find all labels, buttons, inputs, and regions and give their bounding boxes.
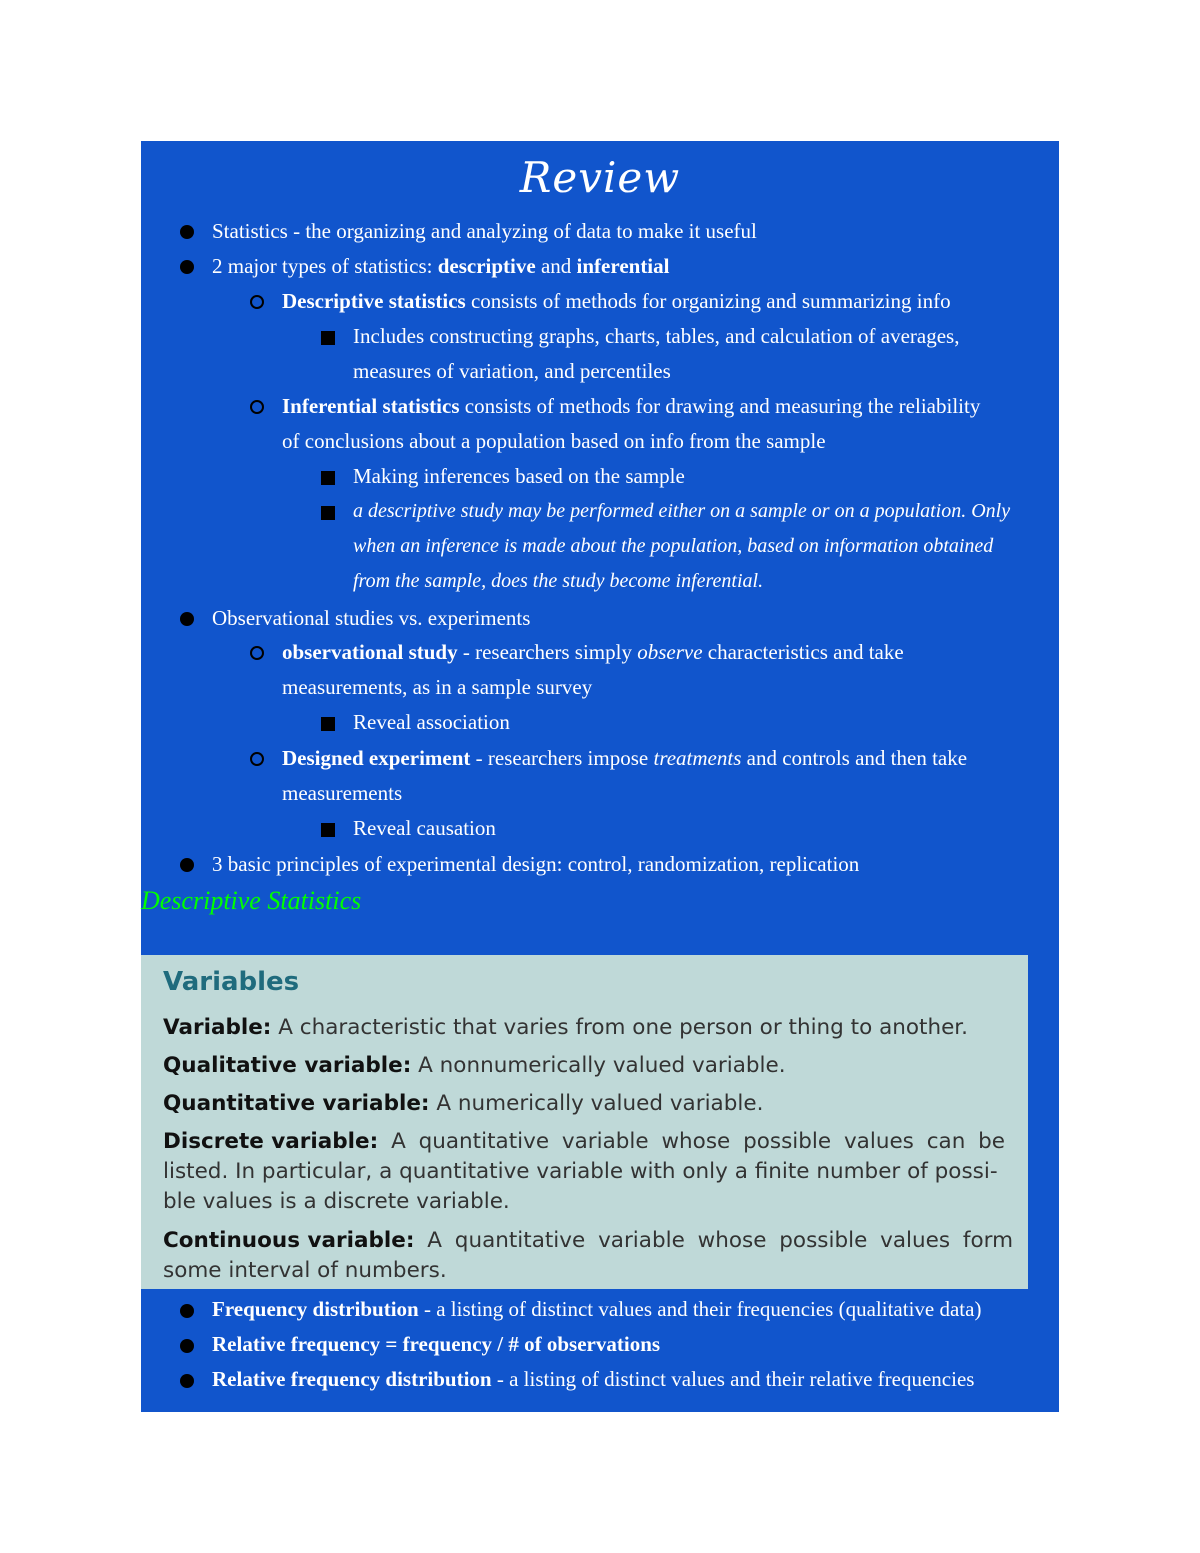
sub-sub-bullet-note-line1: a descriptive study may be performed either on a sample or on a population. Only xyxy=(353,500,1011,522)
bullet-principles: 3 basic principles of experimental design: control, randomization, replication xyxy=(212,852,860,876)
bullet-circle-icon xyxy=(250,400,264,414)
sub-bullet-designed-experiment xyxy=(282,741,967,776)
bullet-dot-icon xyxy=(180,260,194,274)
bullet-frequency-distribution xyxy=(212,1292,981,1327)
bullet-square-icon xyxy=(321,471,335,485)
bullet-square-icon xyxy=(321,331,335,345)
definition-quantitative xyxy=(163,1089,1013,1119)
sub-sub-bullet-association: Reveal association xyxy=(353,710,510,734)
definition: A nonnumerically valued variable. xyxy=(411,1053,786,1078)
bullet-statistics: Statistics - the organizing and analyzing of data to make it useful xyxy=(212,219,757,243)
bullet-circle-icon xyxy=(250,646,264,660)
document-page xyxy=(141,141,1059,1412)
text: - a listing of distinct values and their relative frequencies xyxy=(491,1367,975,1391)
sub-sub-bullet-includes: Includes constructing graphs, charts, tables, and calculation of averages, xyxy=(353,324,960,348)
sub-sub-bullet-includes-cont: measures of variation, and percentiles xyxy=(353,359,671,383)
bullet-square-icon xyxy=(321,717,335,731)
definition: A quantitative variable whose possible values form xyxy=(414,1228,1014,1253)
bullet-relative-frequency: Relative frequency = frequency / # of observations xyxy=(212,1332,661,1356)
definition-discrete xyxy=(163,1127,1013,1157)
text: consists of methods for organizing and summarizing info xyxy=(465,289,951,313)
text: - researchers simply xyxy=(457,640,638,664)
variables-box xyxy=(141,955,1028,1289)
bullet-dot-icon xyxy=(180,1339,194,1353)
definition: A characteristic that varies from one person or thing to another. xyxy=(271,1015,969,1040)
term: Quantitative variable: xyxy=(163,1091,430,1116)
text: 2 major types of statistics: xyxy=(212,254,438,278)
sub-bullet-inferential xyxy=(282,389,980,424)
term: Variable: xyxy=(163,1015,272,1040)
variables-title: Variables xyxy=(163,967,300,997)
definition-discrete-line2: listed. In particular, a quantitative variable with only a finite number of possi- xyxy=(163,1159,998,1184)
term: Discrete variable: xyxy=(163,1129,379,1154)
bullet-square-icon xyxy=(321,506,335,520)
text: consists of methods for drawing and measuring the reliability xyxy=(459,394,981,418)
text-bold: Designed experiment xyxy=(282,746,471,770)
text-bold: observational study xyxy=(282,640,458,664)
page-title: Review xyxy=(519,153,681,202)
text-bold: descriptive xyxy=(437,254,536,278)
bullet-major-types xyxy=(212,249,669,284)
text-bold: Relative frequency distribution xyxy=(212,1367,492,1391)
sub-bullet-designed-cont: measurements xyxy=(282,781,403,805)
definition-discrete-line3: ble values is a discrete variable. xyxy=(163,1189,510,1214)
sub-sub-bullet-causation: Reveal causation xyxy=(353,816,496,840)
text-bold: Frequency distribution xyxy=(212,1297,419,1321)
text-bold: Descriptive statistics xyxy=(282,289,466,313)
bullet-dot-icon xyxy=(180,1304,194,1318)
bullet-square-icon xyxy=(321,823,335,837)
text-bold: inferential xyxy=(576,254,670,278)
definition-qualitative xyxy=(163,1051,1013,1081)
sub-sub-bullet-note-line3: from the sample, does the study become inferential. xyxy=(353,570,764,592)
definition-continuous xyxy=(163,1226,1013,1256)
text: and controls and then take xyxy=(741,746,968,770)
text: - researchers impose xyxy=(470,746,654,770)
text-italic: treatments xyxy=(653,746,742,770)
term: Continuous variable: xyxy=(163,1228,415,1253)
definition: A quantitative variable whose possible values can be xyxy=(378,1129,1006,1154)
text-italic: observe xyxy=(637,640,703,664)
sub-sub-bullet-inferences: Making inferences based on the sample xyxy=(353,464,685,488)
sub-bullet-descriptive xyxy=(282,284,951,319)
sub-bullet-inferential-cont: of conclusions about a population based on info from the sample xyxy=(282,429,826,453)
text: and xyxy=(535,254,577,278)
bullet-observational: Observational studies vs. experiments xyxy=(212,606,531,630)
bullet-dot-icon xyxy=(180,225,194,239)
text-bold: Inferential statistics xyxy=(282,394,460,418)
sub-bullet-observational-cont: measurements, as in a sample survey xyxy=(282,675,593,699)
definition: A numerically valued variable. xyxy=(429,1091,764,1116)
bullet-dot-icon xyxy=(180,612,194,626)
definition-continuous-line2: some interval of numbers. xyxy=(163,1258,447,1283)
text: characteristics and take xyxy=(702,640,904,664)
bullet-relative-frequency-distribution xyxy=(212,1362,974,1397)
text: - a listing of distinct values and their frequencies (qualitative data) xyxy=(418,1297,982,1321)
bullet-dot-icon xyxy=(180,1374,194,1388)
sub-sub-bullet-note-line2: when an inference is made about the population, based on information obtained xyxy=(353,535,994,557)
section-heading: Descriptive Statistics xyxy=(141,886,362,915)
bullet-circle-icon xyxy=(250,295,264,309)
bullet-circle-icon xyxy=(250,752,264,766)
bullet-dot-icon xyxy=(180,858,194,872)
definition-variable xyxy=(163,1013,1013,1043)
term: Qualitative variable: xyxy=(163,1053,412,1078)
sub-bullet-observational-study xyxy=(282,635,904,670)
